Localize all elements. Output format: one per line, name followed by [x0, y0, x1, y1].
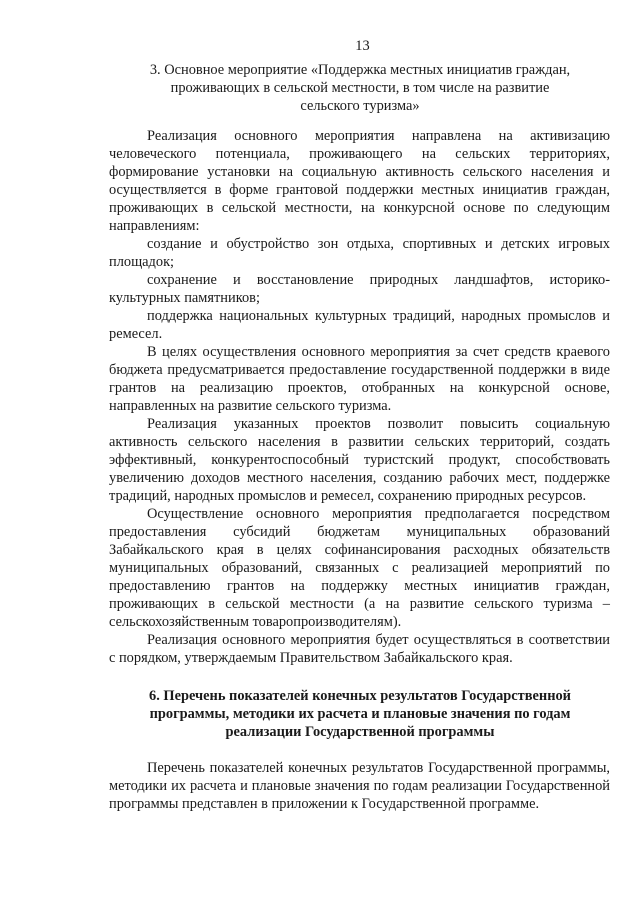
paragraph-indicators: Перечень показателей конечных результатов Государственной программы, методики их расчета и плановые значения по годам реализации Государственной программы представлен в приложении к Государственной программе.: [109, 760, 610, 812]
page-number: 13: [355, 38, 370, 54]
list-item-traditions: поддержка национальных культурных традиций, народных промыслов и ремесел.: [109, 308, 610, 342]
section-3-body: [109, 127, 610, 667]
paragraph-subsidies: Осуществление основного мероприятия предполагается посредством предоставления субсидий бюджетам муниципальных образований Забайкальского края в целях софинансирования расходных обязательств муниципальных образований, связанных с реализацией мероприятий по предоставлению грантов на поддержку местных инициатив граждан, проживающих в сельской местности (а на развитие сельского туризма – сельскохозяйственным товаропроизводителям).: [109, 506, 610, 630]
paragraph-intro: Реализация основного мероприятия направлена на активизацию человеческого потенциала, проживающего на сельских территориях, формирование установки на социальную активность сельского населения и осуществляется в форме грантовой поддержки местных инициатив граждан, проживающих в сельской местности, на конкурсной основе по следующим направлениям:: [109, 128, 610, 234]
section-6-body: [109, 759, 610, 813]
paragraph-procedure: Реализация основного мероприятия будет осуществляться в соответствии с порядком, утверждаемым Правительством Забайкальского края.: [109, 632, 610, 666]
section-6-heading: 6. Перечень показателей конечных результатов Государственной программы, методики их расчета и плановые значения по годам реализации Государственной программы: [149, 688, 571, 740]
paragraph-funding: В целях осуществления основного мероприятия за счет средств краевого бюджета предусматривается предоставление государственной поддержки в виде грантов на реализацию проектов, отобранных на конкурсной основе, направленных на развитие сельского туризма.: [109, 344, 610, 414]
paragraph-effects: Реализация указанных проектов позволит повысить социальную активность сельского населения в развитии сельских территорий, создать эффективный, конкурентоспособный туристский продукт, способствовать увеличению доходов местного населения, созданию рабочих мест, поддержке традиций, народных промыслов и ремесел, сохранению природных ресурсов.: [109, 416, 610, 504]
section-3-heading: 3. Основное мероприятие «Поддержка местных инициатив граждан, проживающих в сельской местности, в том числе на развитие сельского туризма»: [149, 62, 571, 114]
list-item-landscapes: сохранение и восстановление природных ландшафтов, историко-культурных памятников;: [109, 272, 610, 306]
list-item-recreation-zones: создание и обустройство зон отдыха, спортивных и детских игровых площадок;: [109, 236, 610, 270]
